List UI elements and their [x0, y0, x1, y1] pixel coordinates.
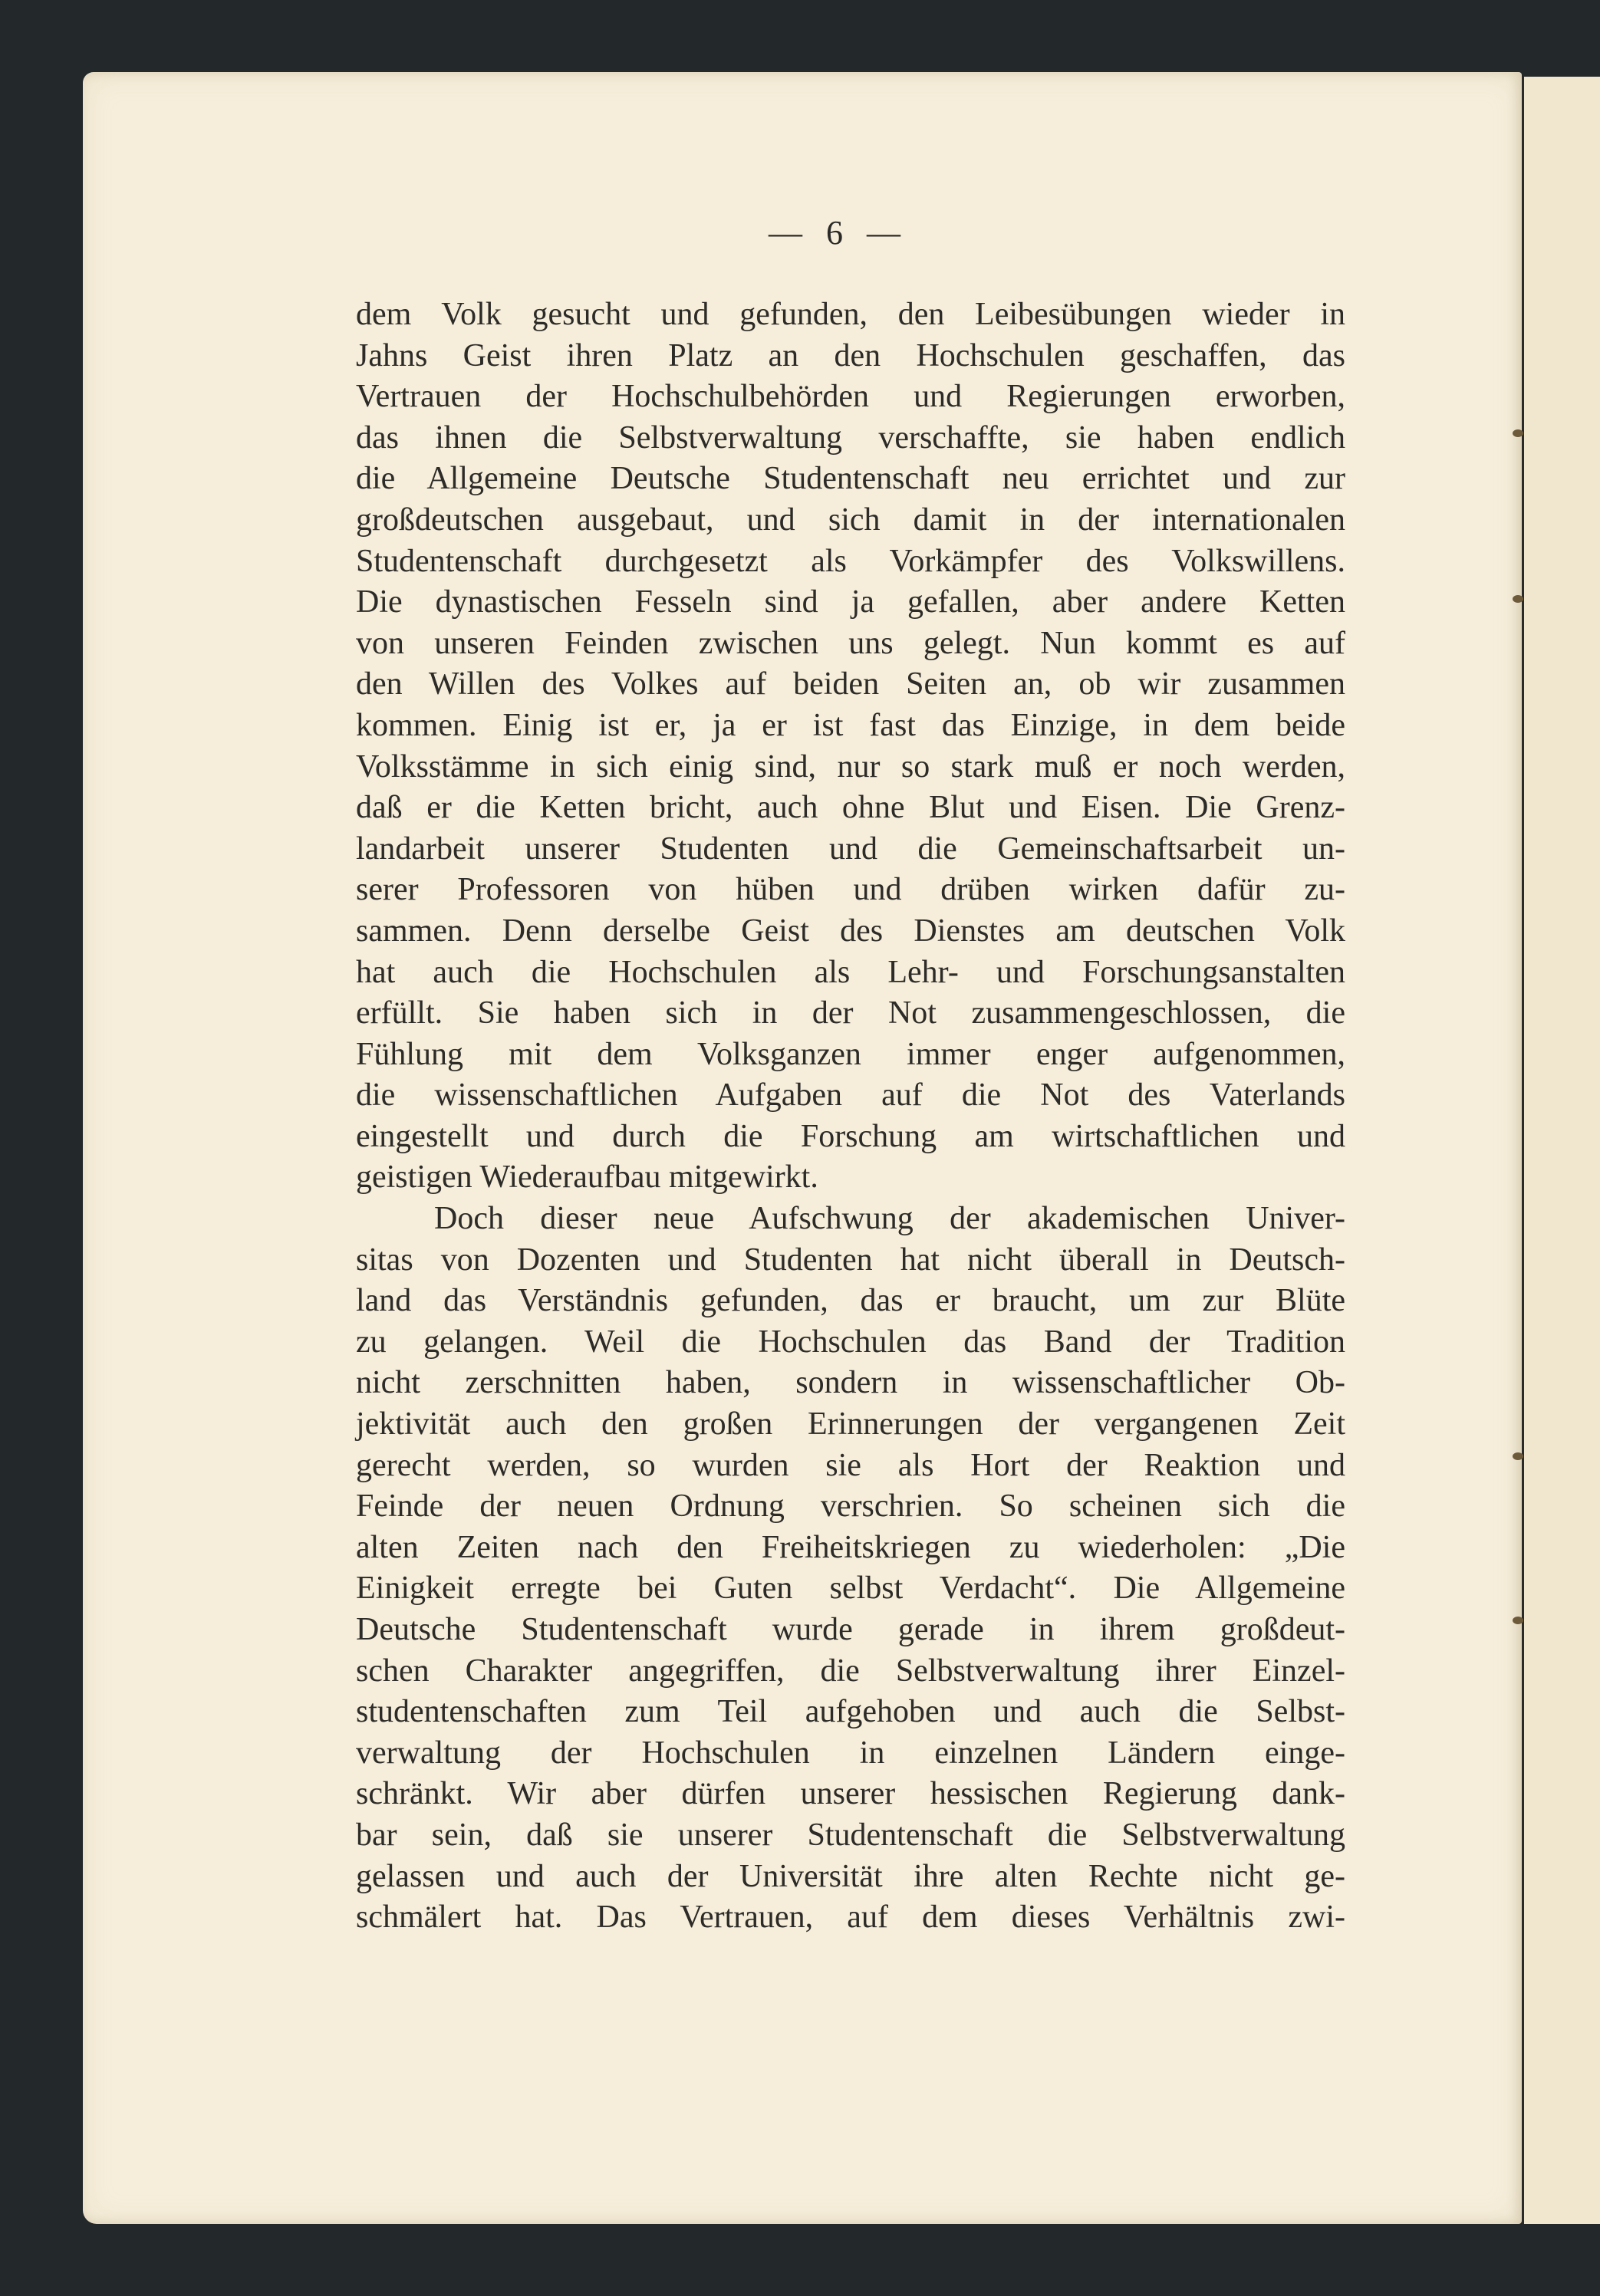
text-line: land das Verständnis gefunden, das er braucht, um zur Blüte [356, 1283, 1345, 1319]
text-line: sitas von Dozenten und Studenten hat nicht überall in Deutsch- [356, 1242, 1345, 1278]
text-line: serer Professoren von hüben und drüben wirken dafür zu- [356, 872, 1345, 908]
binding-mark [1513, 1452, 1523, 1460]
paragraph-2 [356, 1199, 1345, 1939]
text-line: Volksstämme in sich einig sind, nur so stark muß er noch werden, [356, 748, 1345, 785]
adjacent-page-edge [1522, 77, 1600, 2224]
body-text [356, 294, 1345, 1939]
text-line: von unseren Feinden zwischen uns gelegt. Nun kommt es auf [356, 625, 1345, 661]
text-line: gelassen und auch der Universität ihre alten Rechte nicht ge- [356, 1858, 1345, 1894]
text-line: Deutsche Studentenschaft wurde gerade in ihrem großdeut- [356, 1612, 1345, 1647]
text-line: dem Volk gesucht und gefunden, den Leibesübungen wieder in [356, 297, 1345, 332]
text-line: die Allgemeine Deutsche Studentenschaft neu errichtet und zur [356, 461, 1345, 497]
text-line: Doch dieser neue Aufschwung der akademischen Univer- [434, 1201, 1345, 1237]
text-line: hat auch die Hochschulen als Lehr- und Forschungsanstalten [356, 954, 1345, 990]
text-line: großdeutschen ausgebaut, und sich damit in der internationalen [356, 502, 1345, 538]
text-line: gerecht werden, so wurden sie als Hort der Reaktion und [356, 1447, 1345, 1483]
text-line: Einigkeit erregte bei Guten selbst Verdacht“. Die Allgemeine [356, 1571, 1345, 1607]
text-line: Die dynastischen Fesseln sind ja gefallen, aber andere Ketten [356, 584, 1345, 620]
text-line: landarbeit unserer Studenten und die Gemeinschaftsarbeit un- [356, 831, 1345, 867]
text-line: daß er die Ketten bricht, auch ohne Blut und Eisen. Die Grenz- [356, 790, 1345, 826]
text-line: Vertrauen der Hochschulbehörden und Regierungen erworben, [356, 379, 1345, 415]
text-line: das ihnen die Selbstverwaltung verschaffte, sie haben endlich [356, 419, 1345, 456]
text-line: verwaltung der Hochschulen in einzelnen Ländern einge- [356, 1735, 1345, 1771]
text-line: bar sein, daß sie unserer Studentenschaft die Selbstverwaltung [356, 1817, 1345, 1853]
text-line: den Willen des Volkes auf beiden Seiten an, ob wir zusammen [356, 666, 1345, 702]
text-line: Studentenschaft durchgesetzt als Vorkämpfer des Volkswillens. [356, 543, 1345, 579]
binding-mark [1513, 1617, 1523, 1624]
text-line: schen Charakter angegriffen, die Selbstverwaltung ihrer Einzel- [356, 1653, 1345, 1689]
binding-mark [1513, 595, 1523, 603]
text-line: schmälert hat. Das Vertrauen, auf dem dieses Verhältnis zwi- [356, 1900, 1345, 1936]
text-line: erfüllt. Sie haben sich in der Not zusammengeschlossen, die [356, 995, 1345, 1031]
text-line: schränkt. Wir aber dürfen unserer hessischen Regierung dank- [356, 1776, 1345, 1812]
paragraph-1 [356, 294, 1345, 1199]
text-line: alten Zeiten nach den Freiheitskriegen zu wiederholen: „Die [356, 1529, 1345, 1565]
text-line: geistigen Wiederaufbau mitgewirkt. [356, 1160, 818, 1196]
text-line: Fühlung mit dem Volksganzen immer enger aufgenommen, [356, 1036, 1345, 1072]
text-line: zu gelangen. Weil die Hochschulen das Band der Tradition [356, 1324, 1345, 1360]
text-line: sammen. Denn derselbe Geist des Dienstes am deutschen Volk [356, 913, 1345, 949]
text-line: studentenschaften zum Teil aufgehoben und auch die Selbst- [356, 1694, 1345, 1730]
page-number: — 6 — [769, 214, 908, 252]
text-line: Feinde der neuen Ordnung verschrien. So scheinen sich die [356, 1488, 1345, 1525]
text-line: eingestellt und durch die Forschung am wirtschaftlichen und [356, 1118, 1345, 1154]
text-line: kommen. Einig ist er, ja er ist fast das Einzige, in dem beide [356, 707, 1345, 743]
text-line: nicht zerschnitten haben, sondern in wissenschaftlicher Ob- [356, 1365, 1345, 1401]
text-line: jektivität auch den großen Erinnerungen der vergangenen Zeit [356, 1406, 1345, 1442]
text-line: die wissenschaftlichen Aufgaben auf die Not des Vaterlands [356, 1077, 1345, 1113]
text-line: Jahns Geist ihren Platz an den Hochschulen geschaffen, das [356, 337, 1345, 373]
binding-mark [1513, 429, 1523, 437]
